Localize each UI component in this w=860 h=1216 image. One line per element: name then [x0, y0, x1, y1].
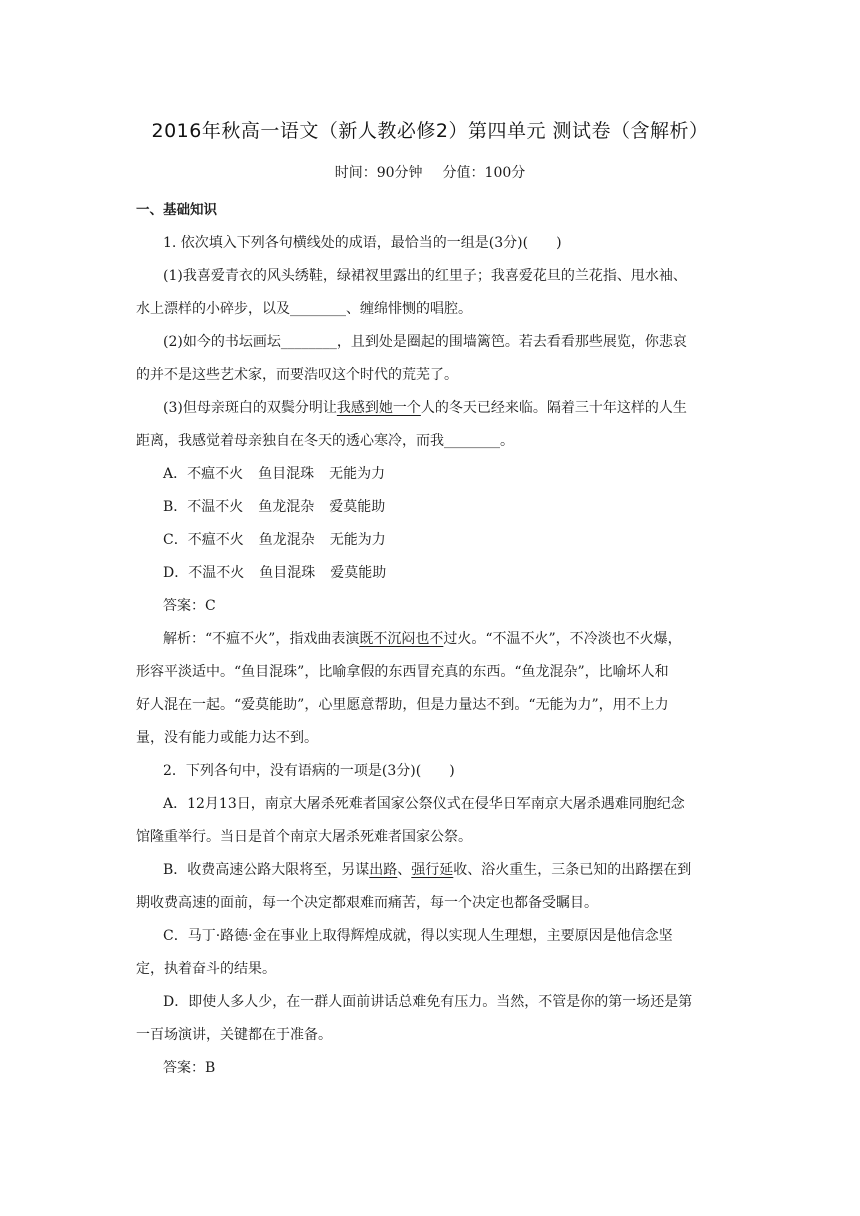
q2-option-a-line-1: A．12月13日，南京大屠杀死难者国家公祭仪式在侵华日军南京大屠杀遇难同胞纪念	[163, 796, 685, 812]
q2-option-b-line-2: 期收费高速的面前，每一个决定都艰难而痛苦，每一个决定也都备受瞩目。	[136, 895, 598, 911]
option-letter: A．	[163, 466, 188, 482]
question-2-stem: 2．下列各句中，没有语病的一项是(3分)( )	[163, 763, 455, 779]
text-run: (3)但母亲斑白的双鬓分明让	[163, 400, 337, 416]
document-title: 2016年秋高一语文（新人教必修2）第四单元 测试卷（含解析）	[151, 120, 709, 142]
text-run: B．收费高速公路大限将至，另谋	[163, 862, 370, 878]
q2-option-d-line-2: 一百场演讲，关键都在于准备。	[136, 1027, 332, 1043]
exam-score: 分值：100分	[442, 165, 526, 181]
exam-time: 时间：90分钟	[334, 165, 423, 181]
q1-sentence-1-line-2: 水上漂样的小碎步，以及________、缠绵悱恻的唱腔。	[136, 301, 472, 317]
option-term: 爱莫能助	[329, 499, 386, 515]
text-run: 人的冬天已经来临。隔着三十年这样的人生	[420, 400, 687, 416]
section-heading: 一、基础知识	[136, 202, 217, 218]
q2-answer: 答案：B	[163, 1060, 216, 1076]
underlined-phrase: 既不沉闷也不	[359, 631, 444, 647]
q1-sentence-2-line-1: (2)如今的书坛画坛________，且到处是圈起的围墙篱笆。若去看看那些展览，你悲哀	[163, 334, 687, 350]
underlined-phrase: 出路	[369, 862, 398, 878]
option-term: 不温不火	[188, 565, 245, 581]
q1-sentence-3-line-1	[136, 392, 744, 425]
option-term: 鱼龙混杂	[258, 499, 315, 515]
text-run: 收、浴火重生，三条已知的出路摆在到	[453, 862, 692, 878]
underlined-phrase: 强行延	[411, 862, 454, 878]
q2-option-d-line-1: D．即使人多人少，在一群人面前讲话总难免有压力。当然，不管是你的第一场还是第	[163, 994, 693, 1010]
option-term: 不瘟不火	[187, 532, 244, 548]
option-term: 不温不火	[187, 499, 244, 515]
q1-option-d	[136, 557, 744, 590]
q1-explanation-line-4: 量，没有能力或能力达不到。	[136, 730, 318, 746]
q1-explanation-line-2: 形容平淡适中。“鱼目混珠”，比喻拿假的东西冒充真的东西。“鱼龙混杂”，比喻坏人和	[136, 664, 669, 680]
option-term: 鱼目混珠	[258, 466, 315, 482]
exam-meta	[0, 162, 860, 182]
q2-option-a-line-2: 馆隆重举行。当日是首个南京大屠杀死难者国家公祭。	[136, 829, 472, 845]
q1-sentence-1-line-1: (1)我喜爱青衣的风头绣鞋，绿裙衩里露出的红里子；我喜爱花旦的兰花指、甩水袖、	[163, 268, 687, 284]
q1-option-a	[136, 458, 744, 491]
q1-explanation-line-1	[136, 623, 744, 656]
underlined-phrase: 我感到她一个	[336, 400, 421, 416]
option-term: 无能为力	[329, 466, 386, 482]
q1-sentence-3-line-2: 距离，我感觉着母亲独自在冬天的透心寒冷，而我________。	[136, 433, 514, 449]
question-1-stem: 1. 依次填入下列各句横线处的成语，最恰当的一组是(3分)( )	[163, 235, 562, 251]
option-letter: C．	[163, 532, 188, 548]
text-run: 、	[397, 862, 412, 878]
q1-sentence-2-line-2: 的并不是这些艺术家，而要浩叹这个时代的荒芜了。	[136, 367, 458, 383]
q2-option-c-line-1: C．马丁·路德·金在事业上取得辉煌成就，得以实现人生理想，主要原因是他信念坚	[163, 928, 673, 944]
option-letter: B．	[163, 499, 188, 515]
q1-answer: 答案：C	[163, 598, 216, 614]
q1-option-c	[136, 524, 744, 557]
option-term: 爱莫能助	[330, 565, 387, 581]
option-term: 鱼龙混杂	[258, 532, 315, 548]
option-term: 鱼目混珠	[259, 565, 316, 581]
q1-option-b	[136, 491, 744, 524]
q1-explanation-line-3: 好人混在一起。“爱莫能助”，心里愿意帮助，但是力量达不到。“无能为力”，用不上力	[136, 697, 669, 713]
option-term: 不瘟不火	[187, 466, 244, 482]
option-term: 无能为力	[329, 532, 386, 548]
text-run: 过火。“不温不火”，不冷淡也不火爆，	[443, 631, 682, 647]
q2-option-b-line-1	[136, 854, 744, 887]
option-letter: D．	[163, 565, 189, 581]
q2-option-c-line-2: 定，执着奋斗的结果。	[136, 961, 276, 977]
document-body	[136, 194, 744, 1085]
text-run: 解析：“不瘟不火”，指戏曲表演	[163, 631, 360, 647]
